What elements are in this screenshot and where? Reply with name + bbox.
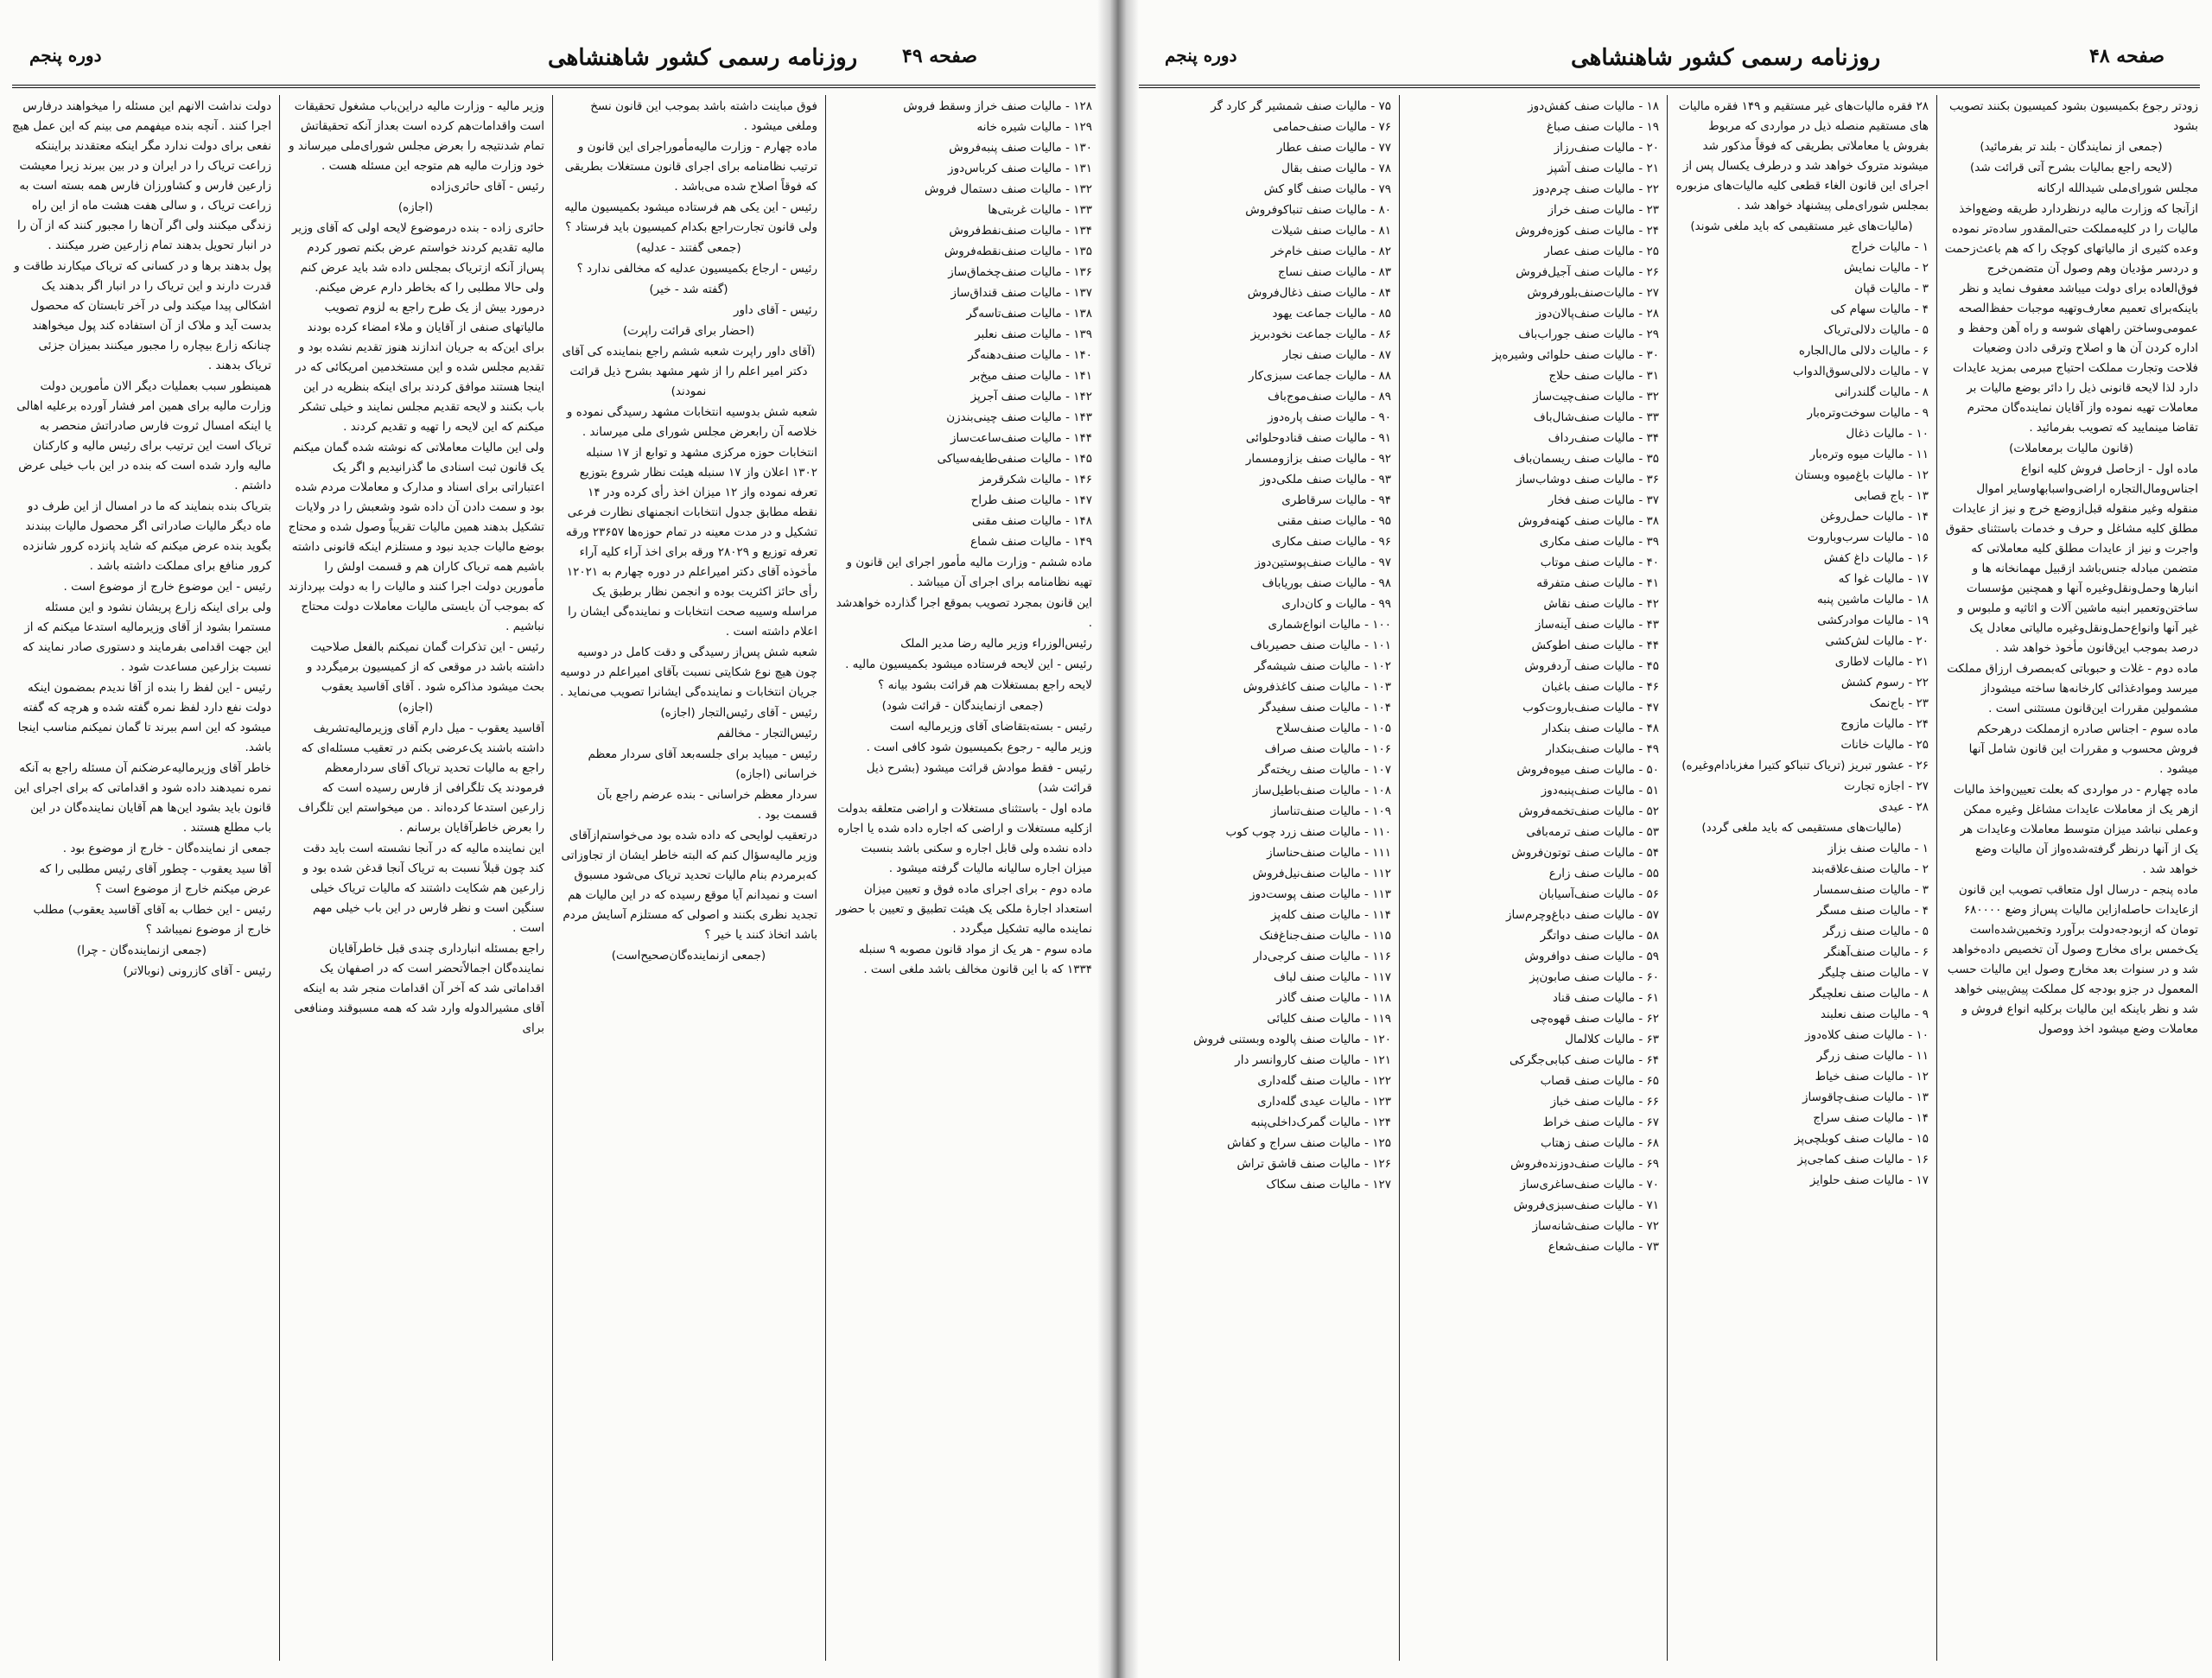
right-page-header [1139, 35, 2200, 88]
tax-list-item: ۳۶ - مالیات صنف دوشاب‌ساز [1516, 473, 1659, 486]
tax-list-item: ۱۰۱ - مالیات صنف حصیرباف [1249, 639, 1391, 652]
tax-list-item: ۷۸ - مالیات صنف بقال [1281, 162, 1391, 175]
paragraph: آقاسید یعقوب - میل دارم آقای وزیرمالیه‌تشریف داشته باشند یک‌عرضی بکنم در تعقیب مسئله‌ای که راجع به مالیات تحدید تریاک آقای سردارمعظم فرمودند یک تلگرافی از فارس رسیده است که زارعین استدعا کرده‌اند . من میخواستم این تلگراف را بعرض خاطرآقایان برسانم . [298, 721, 544, 835]
tax-list-item: ۱۲۲ - مالیات صنف گله‌داری [1257, 1074, 1391, 1088]
paragraph: رئیس‌الوزراء وزیر مالیه رضا مدیر الملک [900, 637, 1092, 651]
tax-list-item: ۲۵ - مالیات صنف عصار [1544, 245, 1659, 258]
paragraph: رئیس - آقای حائری‌زاده [430, 180, 544, 194]
left-column-2 [560, 97, 817, 1661]
tax-list-item: ۱۳۲ - مالیات صنف دستمال فروش [925, 182, 1092, 196]
tax-list-item: ۵۸ - مالیات صنف دواتگر [1540, 929, 1659, 943]
left-header-title: روزنامه رسمی کشور شاهنشاهی [548, 45, 858, 71]
tax-list-item: ۱۰ - مالیات ذغال [1846, 427, 1929, 441]
right-header-page-number: صفحه ۴۸ [2089, 45, 2165, 67]
tax-list-item: ۸ - مالیات صنف نعلچیگر [1809, 987, 1929, 1001]
tax-list-item: ۹۰ - مالیات صنف پاره‌دوز [1268, 410, 1391, 424]
tax-list-item: ۲۱ - مالیات صنف آشپز [1547, 162, 1659, 175]
parenthetical-note: (آقای داور راپرت شعبه ششم راجع بنماینده کی آقای دکتر امیر اعلم را از شهر مشهد بشرح ذیل قرائت نمودند) [562, 345, 816, 398]
tax-list-item: ۱۴۵ - مالیات صنفی‌طایفه‌سیاکی [937, 452, 1092, 466]
tax-list-item: ۱۶ - مالیات صنف کماجی‌پز [1797, 1153, 1929, 1166]
tax-list-item: ۵۰ - مالیات صنف میوه‌فروش [1516, 763, 1659, 777]
paragraph: راجع بمسئله انبارداری چندی قبل خاطرآقایان نماینده‌گان ‌اجمالاً‌تحضر است که در اصفهان یک اقداماتی شد که آخر آن اقدامات منجر شد به اینکه آقای مشیرالدوله وارد شد که همه مسبوقند ومنافعی برای [294, 942, 544, 1035]
tax-list-item: ۲۷ - مالیات‌صنف‌بلورفروش [1527, 286, 1659, 300]
tax-list-item: ۹ - مالیات سوخت‌وتره‌بار [1807, 406, 1929, 420]
tax-list-item: ۳۵ - مالیات صنف ریسمان‌باف [1513, 452, 1659, 466]
tax-list-item: ۶۰ - مالیات صنف صابون‌پز [1529, 970, 1659, 984]
tax-list-item: ۹۷ - مالیات صنف‌پوستین‌دوز [1255, 556, 1391, 569]
tax-list-item: ۵۲ - مالیات صنف‌تخمه‌فروش [1518, 804, 1659, 818]
parenthetical-note: (مالیات‌های غیر مستقیمی که باید ملغی شوند) [1690, 219, 1913, 233]
right-column-1 [1944, 97, 2198, 1661]
tax-list-item: ۸۷ - مالیات صنف نجار [1282, 348, 1391, 362]
tax-list-item: ۴۲ - مالیات صنف نقاش [1543, 597, 1659, 611]
right-header-period: دوره پنجم [1165, 45, 1237, 66]
tax-list-item: ۱۸ - مالیات صنف کفش‌دوز [1528, 99, 1659, 113]
tax-list-item: ۱۱۳ - مالیات صنف پوست‌دوز [1249, 887, 1391, 901]
column-rule [279, 95, 280, 1661]
tax-list-item: ۹۸ - مالیات صنف بوریاباف [1262, 576, 1391, 590]
paragraph: وزیر مالیه - رجوع بکمیسیون شود کافی است . [866, 740, 1092, 754]
paragraph: لایحه راجع بمستغلات هم قرائت بشود بیانه ؟ [878, 678, 1092, 692]
tax-list-item: ۷۲ - مالیات صنف‌شانه‌ساز [1532, 1219, 1659, 1233]
tax-list-item: ۱۰۴ - مالیات صنف سفیدگر [1259, 701, 1391, 715]
tax-list-item: ۲۴ - مالیات مازوج [1840, 717, 1929, 731]
paragraph: رئیس - فقط موادش قرائت میشود (بشرح ذیل قرائت شد) [866, 761, 1092, 795]
tax-list-item: ۷۰ - مالیات صنف‌ساغری‌ساز [1520, 1178, 1659, 1192]
tax-list-item: ۳۲ - مالیات صنف‌چیت‌ساز [1533, 390, 1659, 404]
parenthetical-note: (احضار برای قرائت راپرت) [622, 324, 755, 338]
paragraph: ولی این مالیات معاملاتی که نوشته شده گمان میکنم یک قانون ثبت اسنادی ما گذرانیدیم و اگر یک اعتباراتی برای اسناد و مدارک و معاملات مردم شده بود و سمت دادن آن داده شود وشعبش را در ولایات تشکیل بدهند همین مالیات تقریباً وصول شده و محتاج بوضع مالیات جدید نبود و مستلزم اینکه قانونی داشته باشیم همه تریاک کاران هم و قسمت اولش را مأمورین دولت اجرا کنند و مالیات را به دولت بپردازند که بموجب آن بایستی مالیات معاملات دولت محتاج نباشیم . [288, 441, 544, 633]
tax-list-item: ۱۱ - مالیات صنف زرگر [1816, 1049, 1929, 1063]
tax-list-item: ۴۱ - مالیات صنف متفرقه [1536, 576, 1659, 590]
left-page-header [12, 35, 1096, 88]
tax-list-item: ۱۴۳ - مالیات صنف چینی‌بندزن [946, 410, 1092, 424]
left-page [12, 35, 1096, 1668]
paragraph: دولت نداشت الانهم این مسئله را میخواهند درفارس اجرا کنند . آنچه بنده میفهمم می بینم که این عمل هیچ نفعی برای دولت ندارد مگر اینکه معتقدند برایننکه زراعت تریاک را در ایران و در بین ببرند زیرا معیشت زارعین فارس و کشاورزان فارس همه بسته است به زراعت تریاک ، و سالی هفت هشت ماه از این راه زندگی میکنند ولی اگر آن‌ها را مجبور کنند که از آن را در انبار تحویل بدهند تمام زارعین ضرر میکنند . [12, 99, 271, 252]
tax-list-item: ۲ - مالیات صنف‌علاقه‌بند [1811, 862, 1929, 876]
tax-list-item: ۱۰ - مالیات صنف کلاه‌دوز [1804, 1028, 1929, 1042]
paragraph: ماده دوم - غلات و حبوباتی که‌بمصرف ارزاق مملکت میرسد وموادغذائی کارخانه‌ها ساخته میشوداز مشمولین مقررات این‌قانون مستثنی است . [1947, 662, 2198, 715]
tax-list-item: ۱۴۱ - مالیات صنف میخ‌بر [970, 369, 1092, 383]
tax-list-item: ۳۳ - مالیات صنف‌شال‌باف [1533, 410, 1659, 424]
tax-list-item: ۱۳۹ - مالیات صنف نعلبر [975, 327, 1092, 341]
tax-list-item: ۴۳ - مالیات صنف آینه‌ساز [1535, 618, 1659, 632]
tax-list-item: ۱۰۹ - مالیات صنف‌تناساز [1270, 804, 1391, 818]
tax-list-item: ۱۴ - مالیات صنف سراج [1813, 1111, 1929, 1125]
tax-list-item: ۶۳ - مالیات کلالمال [1565, 1033, 1659, 1046]
paragraph: آقا سید یعقوب - چطور آقای رئیس مطلبی را که عرض میکنم خارج از موضوع است ؟ [39, 862, 271, 896]
paragraph: رئیس - ارجاع بکمیسیون عدلیه که مخالفی ندارد ؟ [576, 262, 817, 276]
paragraph: مجلس شورای‌ملی شیدالله ارکانه [2037, 181, 2198, 195]
tax-list-item: ۲۸ - عیدی [1878, 800, 1929, 814]
tax-list-item: ۲۹ - مالیات صنف جوراب‌باف [1518, 327, 1659, 341]
tax-list-item: ۱۱۴ - مالیات صنف کله‌پز [1270, 908, 1391, 922]
tax-list-item: ۹ - مالیات صنف نعلبند [1820, 1007, 1929, 1021]
tax-list-item: ۱۱۱ - مالیات صنف‌حناساز [1267, 846, 1391, 860]
column-rule [1399, 95, 1400, 1661]
column-rule [825, 95, 826, 1661]
tax-list-item: ۱۳ - باج قصابی [1853, 489, 1929, 503]
paragraph: رئیس - آقای داور [734, 303, 817, 317]
tax-list-item: ۱۱ - مالیات میوه وتره‌بار [1809, 448, 1929, 461]
tax-list-item: ۵۳ - مالیات صنف ترمه‌بافی [1526, 825, 1659, 839]
tax-list-item: ۷۵ - مالیات صنف شمشیر گر کارد گر [1211, 99, 1391, 113]
tax-list-item: ۱۶ - مالیات داغ کفش [1823, 551, 1929, 565]
paragraph: شعبه شش پس‌از رسیدگی و دقت کامل در دوسیه چون هیچ نوع شکایتی نسبت بآقای امیراعلم در دوسیه جریان انتخابات و نماینده‌گی ایشانرا تصویب می‌نماید . [560, 645, 817, 699]
paragraph: رئیس - این لایحه فرستاده میشود بکمیسیون مالیه . [845, 658, 1092, 671]
tax-list-item: ۱۲۷ - مالیات صنف سکاک [1266, 1178, 1391, 1192]
tax-list-item: ۱۰۰ - مالیات انواع‌شماری [1268, 618, 1391, 632]
paragraph: رئیس - این لفظ را بنده از آقا ندیدم بمضمون اینکه دولت نفع دارد لفظ نمره گفته شده و هرچه که گفته میشود که این اسم ببرند تا گمان نمیکنم مناسب اینجا باشد. [17, 681, 271, 754]
tax-list-item: ۷۶ - مالیات صنف‌حمامی [1273, 120, 1391, 134]
tax-list-item: ۱۰۲ - مالیات صنف شیشه‌گر [1254, 659, 1391, 673]
tax-list-item: ۱ - مالیات خراج [1851, 240, 1929, 254]
paragraph: رئیس - میباید برای جلسه‌بعد آقای سردار معظم خراسانی (اجازه) [588, 747, 817, 781]
tax-list-item: ۶۹ - مالیات صنف‌دوزنده‌فروش [1510, 1157, 1659, 1171]
tax-list-item: ۱۷ - مالیات غوا که [1838, 572, 1929, 586]
tax-list-item: ۸۹ - مالیات صنف‌موج‌باف [1268, 390, 1391, 404]
tax-list-item: ۲۲ - مالیات صنف چرم‌دوز [1533, 182, 1659, 196]
tax-list-item: ۱۴۴ - مالیات صنف‌ساعت‌ساز [950, 431, 1092, 445]
tax-list-item: ۶۶ - مالیات صنف خباز [1550, 1095, 1659, 1109]
tax-list-item: ۱۳ - مالیات صنف‌چاقوساز [1802, 1090, 1929, 1104]
paragraph: رئیس - بسته‌بتقاضای آقای وزیرمالیه است [889, 720, 1092, 734]
right-column-3 [1407, 97, 1659, 1661]
paragraph: رئیس - این موضوع خارج از موضوع است . [63, 580, 271, 594]
tax-list-item: ۴۷ - مالیات صنف‌باروت‌کوب [1522, 701, 1659, 715]
parenthetical-note: (جمعی از نمایندگان - بلند تر بفرمائید) [1980, 140, 2163, 154]
tax-list-item: ۵۵ - مالیات صنف زارع [1548, 867, 1659, 880]
right-header-title: روزنامه رسمی کشور شاهنشاهی [1571, 45, 1881, 71]
tax-list-item: ۷ - مالیات صنف چلیگر [1819, 966, 1929, 980]
tax-list-item: ۴ - مالیات سهام کی [1830, 302, 1929, 316]
tax-list-item: ۲۵ - مالیات خانات [1840, 738, 1929, 752]
parenthetical-note: (جمعی گفتند - عدلیه) [636, 241, 741, 255]
tax-list-item: ۱۱۲ - مالیات صنف‌نیل‌فروش [1252, 867, 1391, 880]
tax-list-item: ۱۲۰ - مالیات صنف پالوده وبستنی فروش [1193, 1033, 1391, 1046]
paragraph: ازآنجا که وزارت مالیه درنظردارد طریقه وضع‌واخذ مالیات را در کلیه‌مملکت حتی‌المقدور ساده‌تر نموده وعده کثیری از مالیاتهای کوچک را که هم باعث‌زحمت و دردسر مؤدیان وهم وصول آن متضمن‌خرج فوق‌العاده برای دولت میباشد معفوف نماید و نظر باینکه‌برای تعمیم معارف‌وتهیه موجبات حفظ‌الصحه عمومی‌وساختن راههای شوسه و راه آهن وحفظ و اداره کردن آن ها و اصلاح وترقی دادن وضعیات فلاحت وتجارت مملکت احتیاج مبرمی بمزید عایدات دارد لذا لایحه قانونی ذیل را دائر بوضع مالیات بر معاملات تهیه نموده واز آقایان نماینده‌گان محترم تقاضا مینمایید که تصویب بفرمائید . [1944, 202, 2198, 435]
tax-list-item: ۴۰ - مالیات صنف موتاب [1540, 556, 1659, 569]
tax-list-item: ۶۱ - مالیات صنف قناد [1552, 991, 1659, 1005]
paragraph: سردار معظم خراسانی - بنده عرضم راجع بآن قسمت بود . [596, 788, 817, 822]
tax-list-item: ۵۱ - مالیات صنف‌پنبه‌دوز [1541, 784, 1659, 798]
tax-list-item: ۶ - مالیات صنف‌آهنگر [1824, 945, 1929, 959]
paragraph: همینطور سبب بعملیات دیگر الان مأمورین دولت وزارت مالیه برای همین امر فشار آورده برعلیه اهالی یا اینکه امسال ثروت فارس صادراتش منحصر به تریاک است این ترتیب برای رئیس مالیه و کارکنان مالیه وارد شده است که بنده در این باب خیلی عرض داشتم . [16, 379, 271, 493]
left-column-3 [287, 97, 544, 1661]
paragraph: ماده سوم - اجناس صادره ازمملکت درهرحکم فروش محسوب و مقررات این قانون شامل آنها میشود . [1968, 722, 2198, 776]
column-rule [1667, 95, 1668, 1661]
tax-list-item: ۱۹ - مالیات صنف صباغ [1546, 120, 1659, 134]
tax-list-item: ۲۷ - اجازه تجارت [1844, 779, 1929, 793]
tax-list-item: ۴ - مالیات صنف مسگر [1816, 904, 1929, 918]
paragraph: رئیس - این یکی هم فرستاده میشود بکمیسیون مالیه ولی قانون تجارت‌راجع بکدام کمیسیون باید فرستاد ؟ [564, 200, 817, 234]
right-column-2 [1675, 97, 1929, 1661]
paragraph: ماده دوم - برای اجرای ماده فوق و تعیین میزان استعداد اجارهٔ ملکی یک هیئت تطبیق و تعیین با حضور نماینده مالیه تشکیل میگردد . [836, 882, 1092, 936]
tax-list-item: ۱۰۸ - مالیات صنف‌باطیل‌ساز [1252, 784, 1391, 798]
paragraph: جمعی از نماینده‌گان - خارج از موضوع بود . [62, 842, 271, 855]
paragraph: رئیس - آقای کازرونی (نوبالاتر) [123, 964, 271, 978]
tax-list-item: ۶۵ - مالیات صنف قصاب [1540, 1074, 1659, 1088]
left-header-page-number: صفحه ۴۹ [902, 45, 978, 67]
paragraph: ماده ششم - وزارت مالیه مأمور اجرای این قانون و تهیه نظامنامه برای اجرای آن میباشد . [846, 556, 1092, 589]
tax-list-item: ۴۶ - مالیات صنف باغبان [1541, 680, 1659, 694]
tax-list-item: ۱۸ - مالیات ماشین پنبه [1816, 593, 1929, 607]
paragraph: رئیس - این خطاب به آقای آقاسید یعقوب) مطلب خارج از موضوع نمیباشد ؟ [33, 903, 271, 937]
tax-list-item: ۵ - مالیات صنف زرگر [1822, 925, 1929, 938]
tax-list-item: ۵۹ - مالیات صنف دوافروش [1524, 950, 1659, 963]
tax-list-item: ۶۲ - مالیات صنف قهوه‌چی [1530, 1012, 1659, 1026]
tax-list-item: ۱۳۴ - مالیات صنف‌نفط‌فروش [949, 224, 1092, 238]
tax-list-item: ۲۸ - مالیات صنف‌پالان‌دوز [1535, 307, 1659, 321]
paragraph: ماده چهارم - در مواردی که بعلت تعیین‌واخذ مالیات ازهر یک از معاملات عایدات مشاغل وغیره ممکن وعملی نباشد میزان متوسط معاملات وعایدات هر یک از آنها درنظر گرفته‌شده‌واز آن مالیات وضع خواهد شد . [1953, 783, 2198, 876]
paragraph: شعبه شش بدوسیه انتخابات مشهد رسیدگی نموده و خلاصه آن رابعرض مجلس شورای ملی میرساند . [566, 405, 817, 439]
tax-list-item: ۴۴ - مالیات صنف اطوکش [1531, 639, 1659, 652]
tax-list-item: ۱۲۴ - مالیات گمرک‌داخلی‌پنبه [1250, 1115, 1391, 1129]
tax-list-item: ۲۲ - رسوم کشش [1840, 676, 1929, 690]
tax-list-item: ۱۳۵ - مالیات صنف‌نقطه‌فروش [944, 245, 1092, 258]
left-column-1 [833, 97, 1092, 1661]
tax-list-item: ۱۲۸ - مالیات صنف خراز وسقط فروش [903, 99, 1092, 113]
tax-list-item: ۴۵ - مالیات صنف آردفروش [1524, 659, 1659, 673]
tax-list-item: ۹۹ - مالیات و کان‌داری [1281, 597, 1391, 611]
tax-list-item: ۱۰۳ - مالیات صنف کاغذفروش [1243, 680, 1391, 694]
tax-list-item: ۱۳۸ - مالیات صنف‌تاسه‌گر [966, 307, 1092, 321]
parenthetical-note: (قانون مالیات برمعاملات) [2009, 442, 2133, 455]
paragraph: وزیر مالیه - وزارت مالیه دراین‌باب مشغول تحقیقات است واقدامات‌هم کرده است بعداز آنکه تحقیقاتش تمام شدنتیجه را بعرض مجلس شورای‌ملی میرساند و خود وزارت مالیه هم متوجه این مسئله هست . [289, 99, 544, 173]
tax-list-item: ۱۲ - مالیات باغ‌میوه وبستان [1795, 468, 1929, 482]
right-page [1139, 35, 2200, 1668]
tax-list-item: ۱۷ - مالیات صنف حلوایز [1809, 1173, 1929, 1187]
parenthetical-note: (اجازه) [397, 701, 434, 715]
tax-list-item: ۴۹ - مالیات صنف‌بنکدار [1546, 742, 1659, 756]
paragraph: رئیس - آقای رئیس‌التجار (اجازه) [660, 706, 817, 720]
tax-list-item: ۶۸ - مالیات صنف زهتاب [1541, 1136, 1659, 1150]
tax-list-item: ۸۸ - مالیات جماعت سبزی‌کار [1249, 369, 1391, 383]
paragraph: پول بدهند برها و در کسانی که تریاک میکارند طاقت و قدرت دارند و این تریاک را در انبار اگر بدهند یک اشکالی پیدا میکند ولی در آخر تابستان که محصول بدست آید و ملاک از آن استفاده کند پول میخواهند چنانکه زارع بیچاره را مجبور میکنند بمیزان جزئی تریاک بدهند . [14, 259, 271, 372]
tax-list-item: ۲۳ - مالیات صنف خراز [1548, 203, 1659, 217]
tax-list-item: ۳۸ - مالیات صنف کهنه‌فروش [1517, 514, 1659, 528]
tax-list-item: ۲۸ فقره مالیات‌های غیر مستقیم و ۱۴۹ فقره مالیات های مستقیم منصله ذیل در مواردی که مربوط بفروش یا معاملاتی بطریقی که فوقاً مذکور شد میشوند متروک خواهد شد و درطرف یکسال پس از اجرای این قانون الغاء قطعی کلیه مالیات‌های مزبوره بمجلس شورای‌ملی پیشنهاد خواهد شد . [1675, 99, 1929, 213]
parenthetical-note: (اجازه) [397, 200, 434, 214]
paragraph: زودتر رجوع بکمیسیون بشود کمیسیون بکنند تصویب بشود [1949, 99, 2198, 133]
tax-list-item: ۳ - مالیات قپان [1854, 282, 1929, 296]
tax-list-item: ۱۱۶ - مالیات صنف کرجی‌دار [1253, 950, 1391, 963]
tax-list-item: ۱۰۶ - مالیات صنف صراف [1264, 742, 1391, 756]
paragraph: درتعقیب لوایحی که داده شده بود می‌خواستم‌ازآقای وزیر مالیه‌سؤال کنم که البته خاطر ایشان از تجاوزاتی که‌برمردم بنام مالیات تحدید تریاک می‌شود مسبوق است و نمیدانم آیا موقع رسیده که در این مالیات هم تجدید نظری بکنند و اصولی که مستلزم آسایش مردم باشد اتخاذ کنند یا خیر ؟ [561, 829, 817, 942]
tax-list-item: ۷۳ - مالیات صنف‌شعاع [1548, 1240, 1659, 1254]
parenthetical-note: (مالیات‌های مستقیمی که باید ملغی گردد) [1701, 821, 1902, 835]
tax-list-item: ۸۲ - مالیات صنف خام‌خر [1270, 245, 1391, 258]
parenthetical-note: (جمعی ازنماینده‌گان - چرا) [76, 944, 207, 957]
column-rule [1936, 95, 1937, 1661]
tax-list-item: ۱۲۳ - مالیات عیدی گله‌داری [1257, 1095, 1391, 1109]
paragraph: ماده پنجم - درسال اول متعاقب تصویب این قانون ازعایدات حاصله‌ازاین مالیات پس‌از وضع ۶۸۰۰۰۰ تومان که ازبودجه‌دولت برآورد وتخمین‌شده‌است یک‌خمس برای مخارج وصول آن تخصیص داده‌خواهد شد و در سنوات بعد مخارج وصول این مالیات حسب المعمول در جزو بودجه کل مملکت پیش‌بینی خواهد شد و نظر باینکه این مالیات برکلیه انواع فروش و معاملات وضع میشود اخذ ووصول [1947, 883, 2198, 1036]
left-header-period: دوره پنجم [29, 45, 102, 66]
tax-list-item: ۹۶ - مالیات صنف مکاری [1271, 535, 1391, 549]
tax-list-item: ۱۲۹ - مالیات شیره خانه [976, 120, 1092, 134]
tax-list-item: ۹۱ - مالیات صنف قنادوحلوائی [1245, 431, 1391, 445]
tax-list-item: ۱۹ - مالیات موادرکشی [1817, 613, 1929, 627]
tax-list-item: ۱۲۶ - مالیات صنف قاشق تراش [1236, 1157, 1391, 1171]
tax-list-item: ۸۰ - مالیات صنف تنباکوفروش [1245, 203, 1391, 217]
tax-list-item: ۳۴ - مالیات صنف‌رداف [1548, 431, 1659, 445]
tax-list-item: ۱۱۷ - مالیات صنف لباف [1274, 970, 1391, 984]
tax-list-item: ۱۳۰ - مالیات صنف پنبه‌فروش [949, 141, 1092, 155]
tax-list-item: ۱۴۰ - مالیات صنف‌دهنه‌گر [968, 348, 1092, 362]
tax-list-item: ۳۹ - مالیات صنف مکاری [1539, 535, 1659, 549]
parenthetical-note: (جمعی ازنمایندگان - قرائت شود) [881, 699, 1044, 713]
right-column-4 [1139, 97, 1391, 1661]
tax-list-item: ۳۰ - مالیات صنف حلوائی وشیره‌پز [1492, 348, 1659, 362]
tax-list-item: ۱۲۵ - مالیات صنف سراج و کفاش [1227, 1136, 1391, 1150]
paragraph: انتخابات حوزه مرکزی مشهد و توابع از ۱۷ سنبله ۱۳۰۲ اعلان واز ۱۷ سنبله هیئت نظار شروع بتوزیع تعرفه نموده واز ۱۲ میزان اخذ رأی کرده ودر ۱۴ نقطه مطابق جدول انتخابات انجمنهای نظارت فرعی تشکیل و در مدت معینه در تمام حوزه‌ها ۲۳۶۵۷ ورقه تعرفه توزیع و ۲۸۰۲۹ ورقه برای اخذ آراء کلیه آراء مأخوذه آقای دکتر امیراعلم در دوره چهارم به ۱۲۰۲۱ رأی حائز اکثریت بوده و انجمن نظار برطبق یک مراسله وسیبه صحت انتخابات و نماینده‌گی ایشان را اعلام داشته است . [565, 446, 817, 639]
paragraph: رئیس‌التجار - مخالفم [716, 727, 817, 740]
tax-list-item: ۱۳۳ - مالیات غربتی‌ها [988, 203, 1092, 217]
tax-list-item: ۷۷ - مالیات صنف عطار [1276, 141, 1391, 155]
tax-list-item: ۲۳ - باج‌نمک [1869, 696, 1929, 710]
tax-list-item: ۱۴۸ - مالیات صنف مقنی [971, 514, 1092, 528]
tax-list-item: ۱ - مالیات صنف بزاز [1827, 842, 1929, 855]
parenthetical-note: (لایحه راجع بمالیات بشرح آتی قرائت شد) [1970, 161, 2172, 175]
paragraph: ماده اول - باستثنای مستغلات و اراضی متعلقه بدولت ازکلیه مستغلات و اراضی که اجاره داده شده یا اجاره داده نشده ولی قابل اجاره و سکنی باشد بنسبت میزان اجاره سالیانه مالیات گرفته میشود . [837, 802, 1092, 875]
tax-list-item: ۲۴ - مالیات صنف کوزه‌فروش [1515, 224, 1659, 238]
tax-list-item: ۹۳ - مالیات صنف ملکی‌دوز [1260, 473, 1391, 486]
tax-list-item: ۸۵ - مالیات جماعت یهود [1272, 307, 1391, 321]
paragraph: ماده سوم - هر یک از مواد قانون مصوبه ۹ سنبله ۱۳۳۴ که با این قانون مخالف باشد ملغی است . [858, 943, 1092, 976]
paragraph: این قانون بمجرد تصویب بموقع اجرا گذارده خواهدشد . [836, 596, 1092, 630]
tax-list-item: ۹۵ - مالیات صنف مقنی [1277, 514, 1391, 528]
left-column-4 [12, 97, 271, 1661]
tax-list-item: ۱۴۹ - مالیات صنف شماع [970, 535, 1092, 549]
tax-list-item: ۱۱۰ - مالیات صنف زرد چوب کوب [1225, 825, 1391, 839]
tax-list-item: ۸ - مالیات گلندرانی [1834, 385, 1929, 399]
tax-list-item: ۶۴ - مالیات صنف کبابی‌جگرکی [1510, 1053, 1659, 1067]
tax-list-item: ۷۱ - مالیات صنف‌سبزی‌فروش [1513, 1198, 1659, 1212]
paragraph: ماده چهارم - وزارت مالیه‌مأموراجرای این قانون و ترتیب نظامنامه برای اجرای قانون مستغلات بطریقی که فوقاً اصلاح شده می‌باشد . [564, 140, 817, 194]
tax-list-item: ۹۴ - مالیات سرقاطری [1281, 493, 1391, 507]
tax-list-item: ۱۵ - مالیات صنف کوبلچی‌پز [1794, 1132, 1929, 1146]
tax-list-item: ۶۷ - مالیات صنف خراط [1542, 1115, 1659, 1129]
tax-list-item: ۱۲۱ - مالیات صنف کاروانسر دار [1235, 1053, 1391, 1067]
tax-list-item: ۱۴۶ - مالیات شکرقرمز [979, 473, 1092, 486]
tax-list-item: ۱۰۷ - مالیات صنف ریخته‌گر [1258, 763, 1391, 777]
tax-list-item: ۸۳ - مالیات صنف نساج [1277, 265, 1391, 279]
tax-list-item: ۱۱۵ - مالیات صنف‌جناغ‌فنک [1259, 929, 1391, 943]
tax-list-item: ۲۱ - مالیات لاطاری [1834, 655, 1929, 669]
tax-list-item: ۵۶ - مالیات صنف‌آسیابان [1538, 887, 1659, 901]
tax-list-item: ۱۰۵ - مالیات صنف‌سلاح [1275, 721, 1391, 735]
paragraph: خاطر آقای وزیرمالیه‌عرضکنم آن مسئله راجع به آنکه نمره نمیدهند داده شود و اقداماتی که برای اجرای این قانون باید بشود این‌ها هم آقایان نماینده‌گان در این باب مطلع هستند . [14, 761, 271, 835]
tax-list-item: ۱۲ - مالیات صنف خیاط [1815, 1070, 1929, 1084]
tax-list-item: ۱۳۱ - مالیات صنف کرباس‌دوز [948, 162, 1092, 175]
tax-list-item: ۲ - مالیات نمایش [1843, 261, 1929, 275]
tax-list-item: ۱۱۹ - مالیات صنف کلیائی [1267, 1012, 1391, 1026]
tax-list-item: ۸۱ - مالیات صنف شیلات [1271, 224, 1391, 238]
tax-list-item: ۱۳۶ - مالیات صنف‌چخماق‌ساز [948, 265, 1092, 279]
parenthetical-note: (جمعی ازنماینده‌گان‌صحیح‌است) [611, 949, 766, 963]
parenthetical-note: (گفته شد - خیر) [649, 283, 728, 296]
paragraph: ولی برای اینکه زارع پریشان نشود و این مسئله مستمرا بشود از آقای وزیرمالیه استدعا میکنم که از این جهت اقدامی بفرمایند و دستوری صادر نمایند که نسبت بزارعین مساعدت شود . [22, 601, 271, 674]
tax-list-item: ۵ - مالیات دلالی‌تریاک [1823, 323, 1929, 337]
paragraph: حائری زاده - بنده درموضوع لایحه اولی که آقای وزیر مالیه تقدیم کردند خواستم عرض بکنم تصور کردم پس‌از آنکه ازتریاک بمجلس داده شد باید عرض کنم ولی حالا مطلبی را که بخاطر دارم عرض میکنم. درمورد بیش از یک طرح راجع به لزوم تصویب مالیاتهای صنفی از آقایان و ملاء امضاء کرده بودند برای این‌که به جریان اندازند هنوز تقدیم نشده بود و تقدیم مجلس شده و این مستخدمین امریکائی که در اینجا هستند موافق کردند برای اینکه بنظریه در این باب بکنند و لایحه تقدیم مجلس نمایند و خیلی تشکر میکنم که این لایحه را تهیه و تقدیم کردند . [291, 221, 544, 434]
tax-list-item: ۸۴ - مالیات صنف ذغال‌فروش [1247, 286, 1391, 300]
binding-gutter [1097, 0, 1139, 1678]
tax-list-item: ۴۸ - مالیات صنف بنکدار [1541, 721, 1659, 735]
tax-list-item: ۳۱ - مالیات صنف حلاج [1548, 369, 1659, 383]
tax-list-item: ۳۷ - مالیات صنف فخار [1548, 493, 1659, 507]
tax-list-item: ۶ - مالیات دلالی مال‌الجاره [1798, 344, 1929, 358]
tax-list-item: ۷۹ - مالیات صنف گاو کش [1263, 182, 1391, 196]
tax-list-item: ۱۵ - مالیات سرب‌وباروت [1807, 531, 1929, 544]
tax-list-item: ۱۴ - مالیات حمل‌روغن [1820, 510, 1929, 524]
tax-list-item: ۹۲ - مالیات صنف بزازومسمار [1245, 452, 1391, 466]
paragraph: ماده اول - ازحاصل فروش کلیه انواع اجناس‌ومال‌التجاره اراضی‌واسبابهاوسایر اموال منقوله وغیر منقوله قبل‌ازوضع خرج و نیز از عایدات مطلق کلیه مشاغل و حرف و خدمات باستثنای حقوق واجرت و نیز از عایدات مطلق کلیه معاملاتی که متضمن مبادله جنس‌باشد ازقبیل مهمانخانه ها و انبارها وحمل‌ونقل‌وغیره آنها و همچنین مؤسسات ساختن‌وتعمیر ابنیه ماشین آلات و اثاثیه و ملبوس و غیر آنها وانواع‌حمل‌ونقل‌وغیره مالیاتی معادل یک درصد بموجب این‌قانون مأخوذ خواهد شد . [1945, 462, 2198, 655]
column-rule [552, 95, 553, 1661]
tax-list-item: ۵۷ - مالیات صنف دباغ‌وچرم‌ساز [1506, 908, 1659, 922]
tax-list-item: ۱۴۷ - مالیات صنف طراح [970, 493, 1092, 507]
tax-list-item: ۲۰ - مالیات صنف‌رزاز [1554, 141, 1659, 155]
tax-list-item: ۸۶ - مالیات جماعت نخودبریز [1250, 327, 1391, 341]
tax-list-item: ۲۶ - مالیات صنف آجیل‌فروش [1516, 265, 1659, 279]
tax-list-item: ۱۳۷ - مالیات صنف قنداق‌ساز [950, 286, 1092, 300]
tax-list-item: ۷ - مالیات دلالی‌سوق‌الدواب [1792, 365, 1929, 378]
tax-list-item: ۱۱۸ - مالیات صنف گاذر [1276, 991, 1391, 1005]
tax-list-item: ۱۴۲ - مالیات صنف آجرپز [970, 390, 1092, 404]
tax-list-item: ۵۴ - مالیات صنف توتون‌فروش [1511, 846, 1659, 860]
tax-list-item: ۳ - مالیات صنف‌سمسار [1814, 883, 1929, 897]
paragraph: رئیس - این تذکرات گمان نمیکنم بالفعل صلاحیت داشته باشد در موقعی که از کمیسیون برمیگردد و بحث میشود مذاکره شود . آقای آقاسید یعقوب [306, 640, 544, 694]
paragraph: فوق مباینت داشته باشد بموجب این قانون نسخ وملغی میشود . [590, 99, 817, 133]
tax-list-item: ۲۶ - عشور تبریز (تریاک تنباکو کتیرا مغزبادام‌وغیره) [1681, 759, 1929, 772]
tax-list-item: ۲۰ - مالیات لش‌کشی [1825, 634, 1929, 648]
paragraph: بتریاک بنده بنمایند که ما در امسال از این طرف دو ماه دیگر مالیات صادراتی اگر محصول مالیات ببندند بگوید بنده عرض میکنم که شاید پانزده کرور شانزده کرور منافع برای مملکت داشته باشد . [22, 499, 271, 573]
paragraph: این نماینده مالیه که در آنجا نشسته است باید دقت کند چون قبلاً نسبت به تریاک آنجا قدغن شده بود و زارعین هم شکایت داشتند که مالیات تریاک خیلی سنگین است و نظر فارس در این باب خیلی مهم است . [302, 842, 544, 935]
